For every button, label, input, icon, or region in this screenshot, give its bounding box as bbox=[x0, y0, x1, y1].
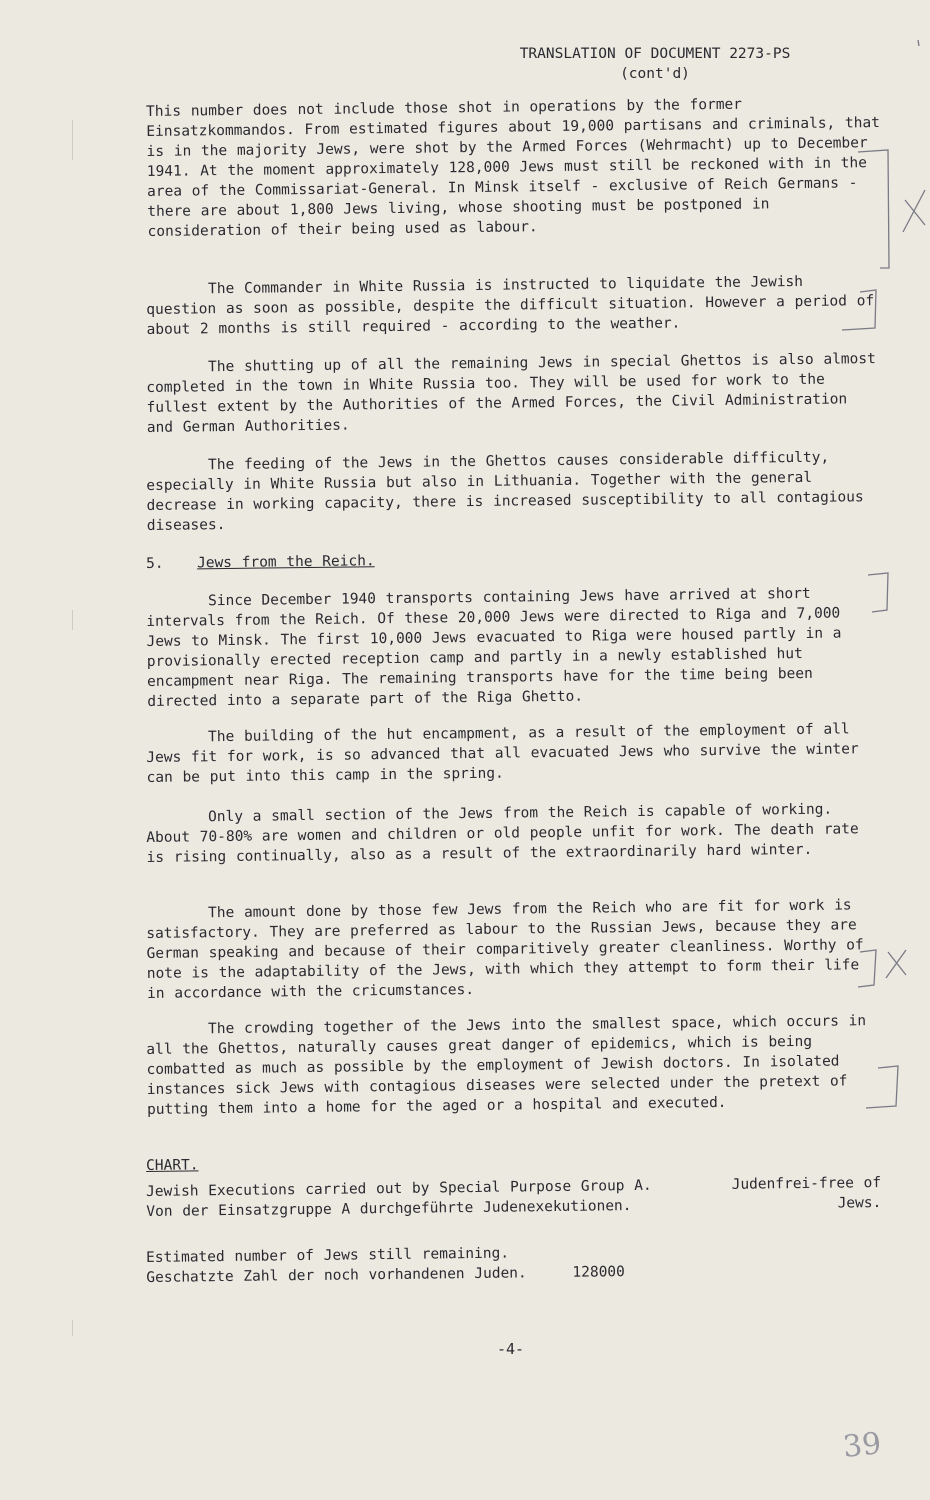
handwritten-page-number: 39 bbox=[841, 1426, 883, 1465]
chart-heading bbox=[146, 1147, 881, 1176]
section-title: Jews from the Reich. bbox=[196, 553, 375, 572]
section-5-paragraph-4 bbox=[146, 895, 882, 1004]
paragraph-text: The building of the hut encampment, as a result of the employment of all Jews fit for work, is so advanced that all evacuated Jews who survive the winter can be put into this camp in the spring. bbox=[146, 721, 859, 786]
paper-mark bbox=[72, 610, 73, 630]
margin-x-mark bbox=[903, 190, 925, 232]
paragraph-text: The Commander in White Russia is instructed to liquidate the Jewish question as soon as possible, despite the difficult situation. However a period of about 2 months is still required - according to the weather. bbox=[146, 273, 875, 338]
estimated-german: Geschatzte Zahl der noch vorhandenen Juden. bbox=[146, 1265, 527, 1286]
section-5-paragraph-2 bbox=[146, 719, 882, 788]
paragraph-4 bbox=[146, 447, 882, 536]
jews-label: Jews. bbox=[837, 1195, 882, 1212]
paragraph-text: The crowding together of the Jews into the smallest space, which occurs in all the Ghettos, naturally causes great danger of epidemics, which is being combatted as much as possible by the employment of Jewish doctors. In isolated instances sick Jews with contagious diseases were selected under the pretext of putting them into a home for the aged or a hospital and executed. bbox=[146, 1013, 867, 1118]
section-number: 5. bbox=[146, 555, 164, 572]
margin-tick bbox=[918, 40, 919, 46]
executions-english: Jewish Executions carried out by Special Purpose Group A. bbox=[146, 1177, 652, 1200]
header-title: TRANSLATION OF DOCUMENT 2273-PS bbox=[519, 46, 791, 62]
header-subtitle: (cont'd) bbox=[620, 66, 690, 82]
executions-german: Von der Einsatzgruppe A durchgeführte Judenexekutionen. bbox=[146, 1198, 632, 1220]
estimated-value: 128000 bbox=[572, 1264, 625, 1281]
paragraph-text: Since December 1940 transports containing Jews have arrived at short intervals from the Reich. Of these 20,000 Jews were directed to Riga and 7,000 Jews to Minsk. The first 10,000 Jews evacuated to Riga were housed partly in a provisionally erected reception camp and partly in a newly established hut encampment near Riga. The remaining transports have for the time being been directed into a separate part of the Riga Ghetto. bbox=[146, 585, 842, 710]
document-header bbox=[490, 44, 820, 84]
chart-title: CHART. bbox=[146, 1157, 199, 1174]
section-5-paragraph-1 bbox=[146, 583, 882, 712]
margin-x-mark bbox=[886, 950, 906, 978]
paragraph-text: Only a small section of the Jews from the Reich is capable of working. About 70-80% are women and children or old people unfit for work. The death rate is rising continually, also as a result of the extraordinarily hard winter. bbox=[146, 801, 859, 866]
chart-estimate bbox=[146, 1239, 881, 1288]
paragraph-3 bbox=[146, 349, 882, 438]
page-number: -4- bbox=[497, 1340, 525, 1358]
section-5-paragraph-5 bbox=[146, 1011, 882, 1120]
paragraph-text: This number does not include those shot in operations by the former Einsatzkommandos. From estimated figures about 19,000 partisans and criminals, that is in the majority Jews, were shot by the Armed Forces (Wehrmacht) up to December 1941. At the moment approximately 128,000 Jews must still be reckoned with in the area of the Commissariat-General. In Minsk itself - exclusive of Reich Germans - there are about 1,800 Jews living, whose shooting must be postponed in consideration of their being used as labour. bbox=[146, 96, 880, 240]
chart-executions bbox=[146, 1173, 881, 1222]
section-5-paragraph-3 bbox=[146, 799, 882, 868]
estimated-english: Estimated number of Jews still remaining. bbox=[146, 1245, 510, 1266]
paper-mark bbox=[72, 1320, 73, 1336]
judenfrei-label: Judenfrei-free of bbox=[731, 1175, 882, 1193]
paragraph-2 bbox=[146, 271, 882, 340]
section-5-heading bbox=[146, 545, 881, 574]
paragraph-text: The feeding of the Jews in the Ghettos causes considerable difficulty, especially in White Russia but also in Lithuania. Together with the general decrease in working capacity, there is increased susceptibility to all contagious diseases. bbox=[146, 449, 864, 534]
paragraph-1 bbox=[146, 93, 883, 242]
paragraph-text: The amount done by those few Jews from the Reich who are fit for work is satisfactory. They are preferred as labour to the Russian Jews, because they are German speaking and because of their comparitively greater cleanliness. Worthy of note is the adaptability of the Jews, with which they attempt to form their life in accordance with the cricumstances. bbox=[146, 897, 864, 1002]
paper-mark bbox=[72, 120, 73, 160]
paragraph-text: The shutting up of all the remaining Jews in special Ghettos is also almost completed in the town in White Russia too. They will be used for work to the fullest extent by the Authorities of the Armed Forces, the Civil Administration and German Authorities. bbox=[146, 351, 876, 436]
